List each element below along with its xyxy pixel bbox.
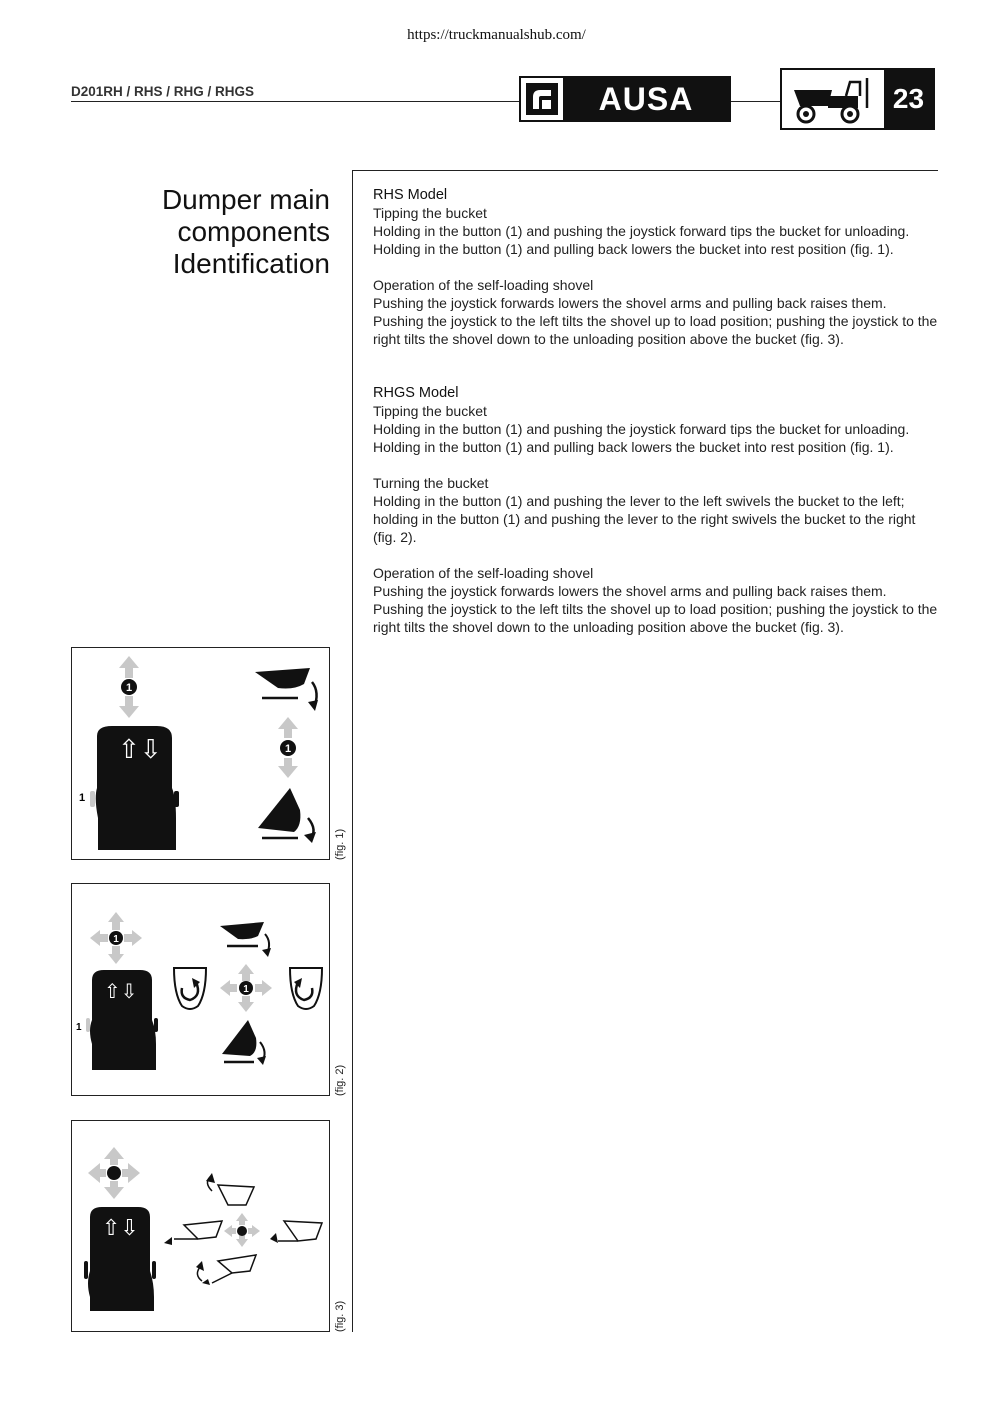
bucket-icon (255, 668, 318, 711)
shovel-icon (278, 1221, 322, 1241)
svg-text:1: 1 (243, 984, 249, 995)
figure-2 (71, 883, 330, 1096)
model-list: D201RH / RHS / RHG / RHGS (71, 84, 255, 99)
rhgs-turning-heading: Turning the bucket (373, 475, 489, 491)
ausa-logo (519, 76, 731, 122)
bucket-icon (220, 922, 271, 957)
source-url[interactable]: https://truckmanualshub.com/ (407, 27, 586, 43)
ausa-mark-icon (521, 78, 563, 120)
figure-1-label: (fig. 1) (334, 828, 346, 860)
section-title (100, 184, 330, 280)
rhgs-tipping-text-1: Holding in the button (1) and pushing the joystick forward tips the bucket for unloading. (373, 421, 910, 437)
svg-text:⇧⇩: ⇧⇩ (104, 979, 138, 1003)
rotate-right-icon (290, 968, 322, 1009)
svg-text:1: 1 (113, 934, 119, 945)
rhgs-shovel-text-2: Pushing the joystick to the left tilts the shovel up to load position; pushing the joystick to the right tilts the shovel down to the unloading position above the bucket (fig. 3). (373, 601, 938, 635)
joystick-icon (84, 1207, 156, 1311)
rhgs-tipping-text-2: Holding in the button (1) and pulling back lowers the bucket into rest position (fig. 1). (373, 439, 894, 455)
bucket-icon (222, 1020, 266, 1065)
rhgs-shovel-text-1: Pushing the joystick forwards lowers the shovel arms and pulling back raises them. (373, 583, 887, 599)
rhs-shovel-text-2: Pushing the joystick to the left tilts the shovel up to load position; pushing the joystick to the right tilts the shovel down to the unloading position above the bucket (fig. 3). (373, 313, 938, 347)
rhs-shovel-heading: Operation of the self-loading shovel (373, 277, 594, 293)
rhs-tipping-text-1: Holding in the button (1) and pushing the joystick forward tips the bucket for unloading. (373, 223, 910, 239)
figure-3 (71, 1120, 330, 1332)
button-label: 1 (79, 792, 86, 804)
joystick-icon (86, 970, 158, 1070)
brand-name: AUSA (563, 78, 729, 120)
shovel-icon (197, 1255, 256, 1283)
dumper-icon (782, 70, 884, 128)
body-text (373, 186, 938, 636)
content-top-rule (352, 170, 938, 171)
figure-3-label: (fig. 3) (334, 1300, 346, 1332)
section-title-line-2: components (177, 216, 330, 247)
rhs-tipping-text-2: Holding in the button (1) and pulling back lowers the bucket into rest position (fig. 1). (373, 241, 894, 257)
section-title-line-3: Identification (172, 248, 330, 279)
rotate-left-icon (174, 968, 206, 1009)
column-divider (352, 170, 353, 1332)
svg-text:1: 1 (125, 682, 133, 694)
joystick-icon (90, 726, 179, 850)
rhgs-shovel-heading: Operation of the self-loading shovel (373, 565, 594, 581)
section-title-line-1: Dumper main (161, 184, 330, 215)
svg-text:⇧⇩: ⇧⇩ (102, 1216, 139, 1241)
rhs-shovel-text-1: Pushing the joystick forwards lowers the shovel arms and pulling back raises them. (373, 295, 887, 311)
shovel-icon (174, 1221, 222, 1239)
bucket-icon (258, 788, 316, 843)
page-badge (780, 68, 935, 130)
rhs-tipping-heading: Tipping the bucket (373, 205, 487, 221)
svg-text:1: 1 (284, 743, 292, 755)
rhgs-turning-text: Holding in the button (1) and pushing the lever to the left swivels the bucket to the left; holding in the button (1) and pushing the lever to the right swivels the bucket to the right (fig. 2). (373, 493, 916, 545)
figure-2-label: (fig. 2) (334, 1064, 346, 1096)
rhgs-model-heading: RHGS Model (373, 385, 459, 401)
svg-text:⇧⇩: ⇧⇩ (118, 735, 162, 765)
rhgs-tipping-heading: Tipping the bucket (373, 403, 487, 419)
rhs-model-heading: RHS Model (373, 187, 448, 203)
button-label: 1 (76, 1022, 82, 1033)
page-number: 23 (884, 70, 933, 128)
figure-1 (71, 647, 330, 860)
